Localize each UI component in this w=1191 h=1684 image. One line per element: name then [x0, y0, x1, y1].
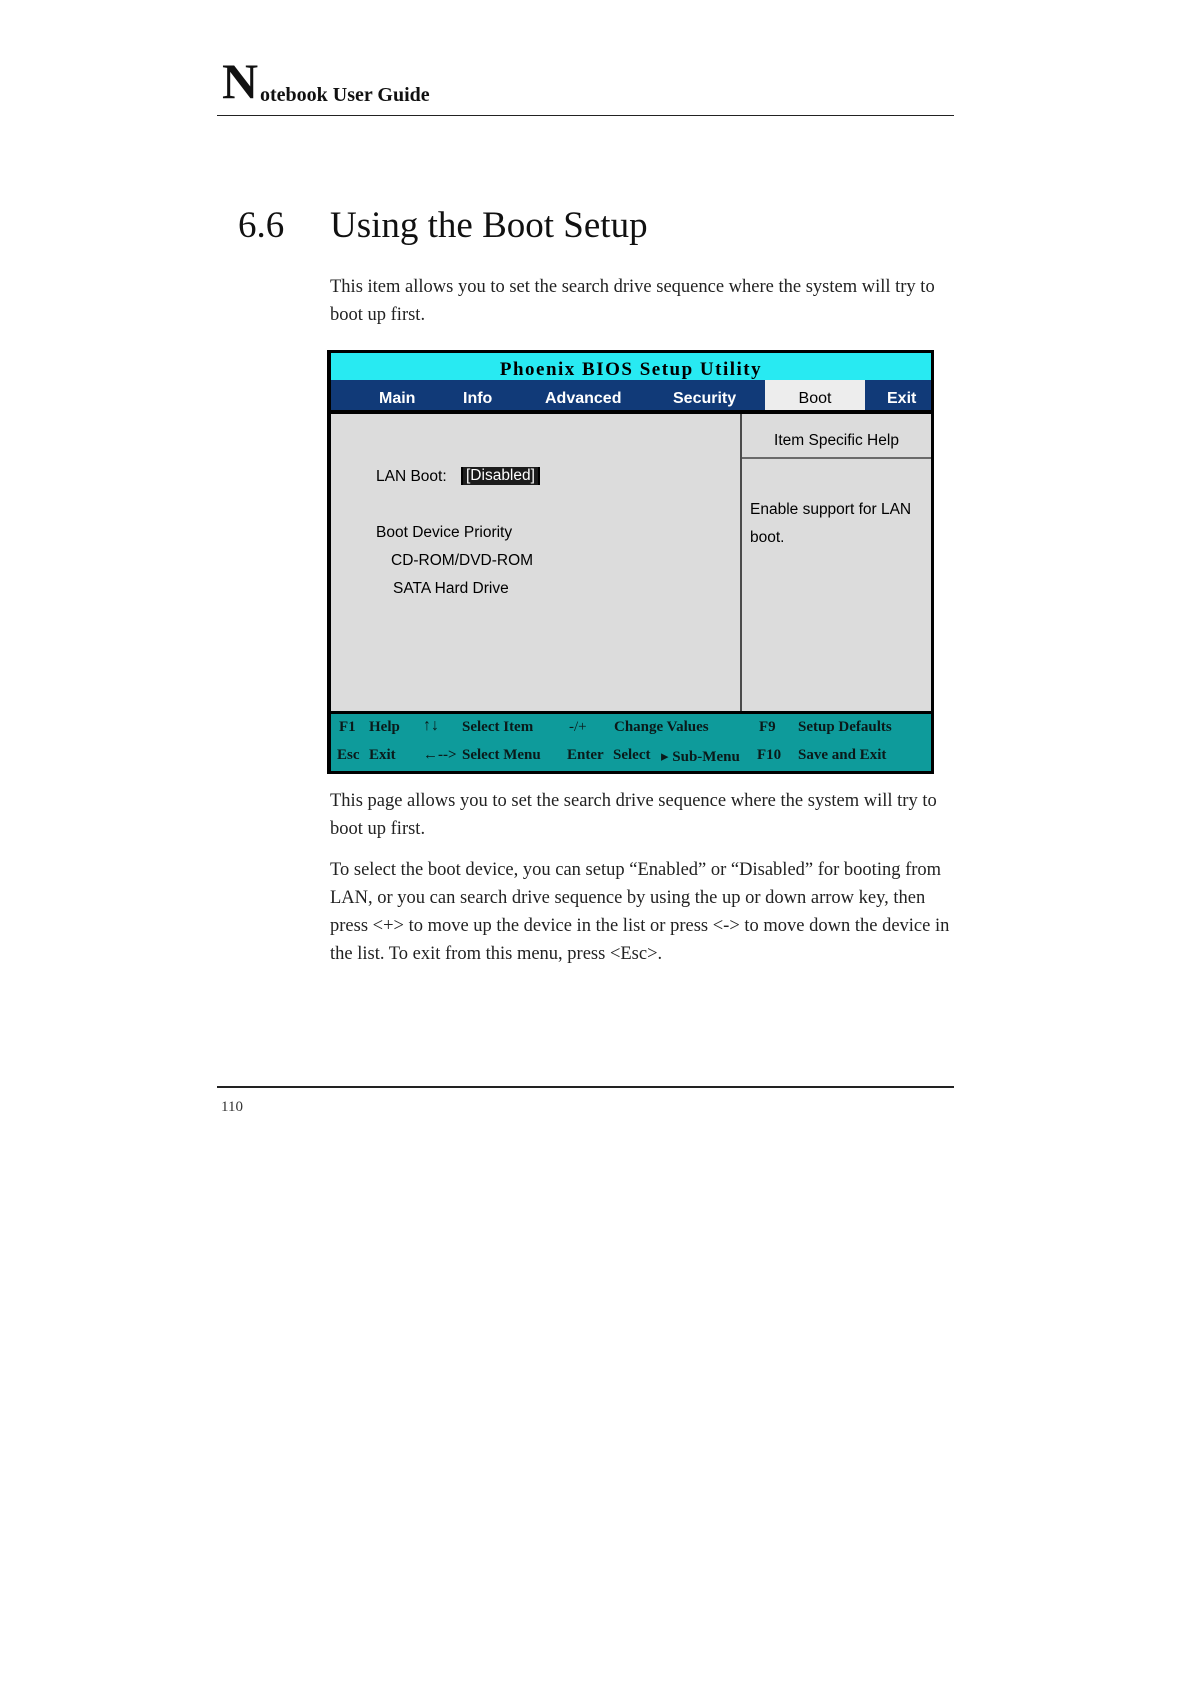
bios-menu-bar — [331, 380, 931, 410]
help-title: Item Specific Help — [774, 432, 899, 449]
bios-title-bar: Phoenix BIOS Setup Utility — [331, 353, 931, 380]
boot-device-item[interactable]: SATA Hard Drive — [393, 580, 509, 597]
help-title-rule — [742, 457, 931, 459]
key-plus-minus: -/+ — [569, 719, 587, 735]
key-enter: Enter — [567, 747, 604, 763]
header-title: otebook User Guide — [260, 84, 430, 106]
menu-tab-main[interactable]: Main — [379, 390, 416, 407]
menu-tab-boot[interactable]: Boot — [765, 380, 865, 410]
boot-device-item[interactable]: CD-ROM/DVD-ROM — [391, 552, 534, 569]
page-paragraph: This page allows you to set the search drive sequence where the system will try to boot up first. — [330, 791, 937, 839]
footer-rule — [217, 1086, 954, 1088]
up-down-arrow-icon: ↑↓ — [423, 717, 439, 734]
instructions-paragraph: To select the boot device, you can setup “Enabled” or “Disabled” for booting from LAN, or you can search drive sequence by using the up or down arrow key, then press <+> to move up the device in the list or press <-> to move down the device in the list. To exit from this menu, press <Esc>. — [330, 860, 950, 964]
lan-boot-label: LAN Boot: — [376, 468, 447, 485]
key-f10: F10 — [757, 747, 782, 763]
key-exit-label: Exit — [369, 747, 396, 763]
key-change-values-label: Change Values — [614, 719, 709, 735]
help-text: Enable support for LAN boot. — [750, 501, 912, 546]
key-f1: F1 — [339, 719, 356, 735]
boot-priority-label: Boot Device Priority — [376, 524, 513, 541]
key-select-menu-label: Select Menu — [462, 747, 541, 763]
bios-key-legend — [331, 714, 931, 771]
menu-tab-advanced[interactable]: Advanced — [545, 390, 622, 407]
key-f9: F9 — [759, 719, 776, 735]
key-save-exit-label: Save and Exit — [798, 747, 887, 763]
key-esc: Esc — [337, 747, 360, 763]
intro-paragraph: This item allows you to set the search drive sequence where the system will try to boot up first. — [330, 277, 935, 325]
menu-tab-info[interactable]: Info — [463, 390, 493, 407]
menu-tab-security[interactable]: Security — [673, 390, 737, 407]
menu-tab-exit[interactable]: Exit — [887, 390, 917, 407]
page-number: 110 — [221, 1099, 243, 1115]
header-rule — [217, 115, 954, 116]
section-title: Using the Boot Setup — [330, 205, 648, 246]
key-select-item-label: Select Item — [462, 719, 534, 735]
lan-boot-value[interactable]: [Disabled] — [461, 467, 540, 485]
left-right-arrow-icon: ←--> — [423, 747, 457, 763]
section-number: 6.6 — [238, 205, 285, 246]
key-select-label: Select — [613, 747, 651, 763]
key-setup-defaults-label: Setup Defaults — [798, 719, 892, 735]
key-help-label: Help — [369, 719, 400, 735]
key-submenu-label: ▸ Sub-Menu — [661, 749, 740, 765]
header-initial: N — [222, 53, 259, 109]
